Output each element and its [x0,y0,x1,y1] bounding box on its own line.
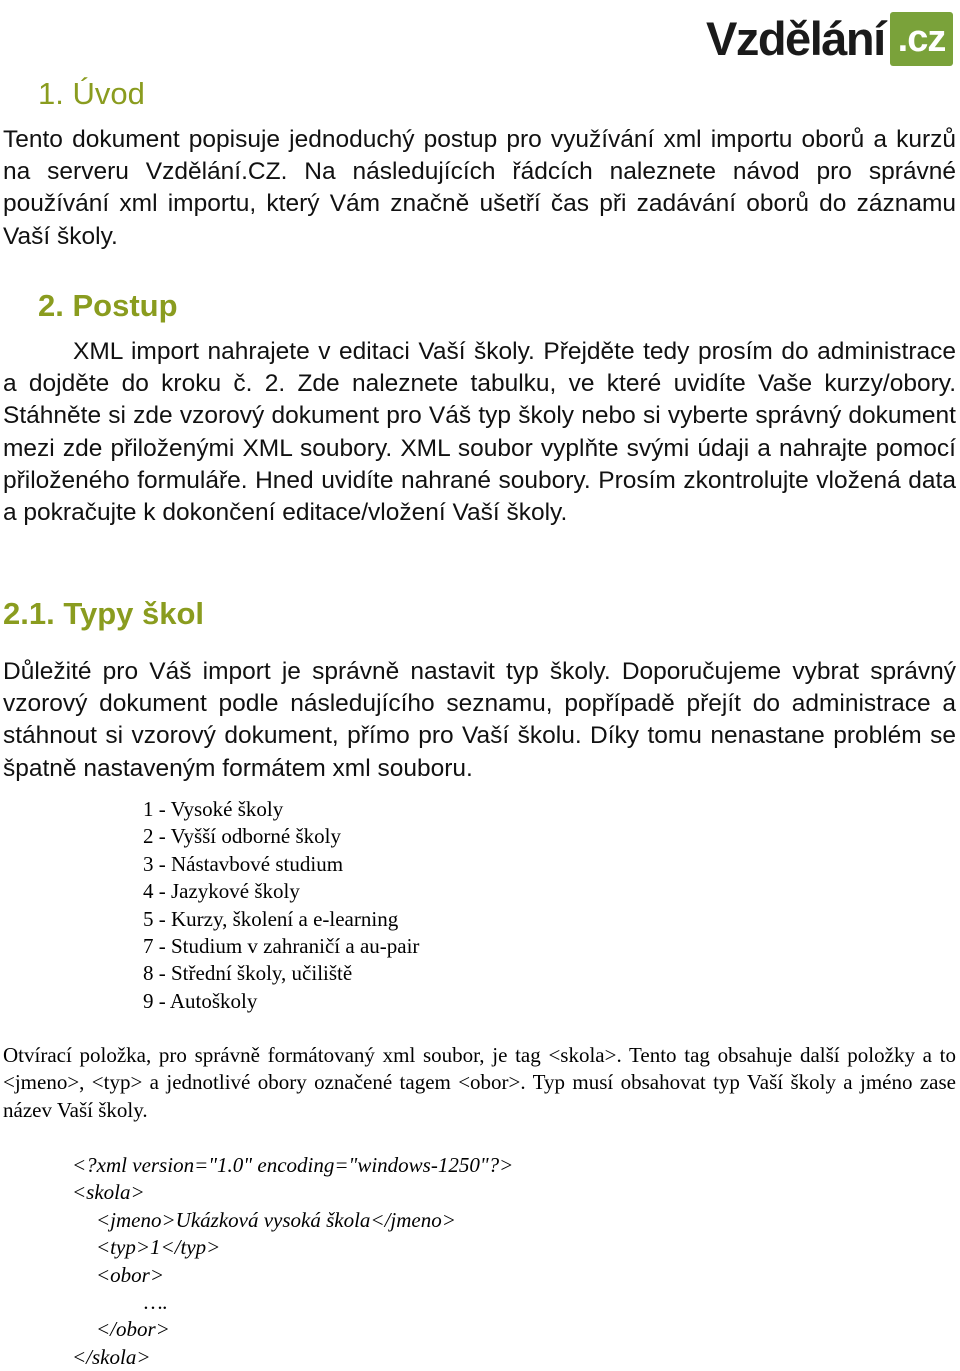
postup-heading: 2. Postup [38,288,178,323]
school-types-heading: 2.1. Typy škol [3,596,205,631]
logo-wordmark: Vzdělání [706,12,885,65]
school-type-item: 2 - Vyšší odborné školy [143,824,341,849]
intro-paragraph: Tento dokument popisuje jednoduchý postup pro využívání xml importu oborů a kurzů na serveru Vzdělání.CZ. Na následujících řádcích naleznete návod pro správné používání xml importu, který Vám značně ušetří čas při zadávání oborů do záznamu Vaší školy. [3,126,956,250]
code-line: <jmeno>Ukázková vysoká škola</jmeno> [96,1207,456,1232]
code-line: <obor> [96,1262,165,1287]
school-type-item: 3 - Nástavbové studium [143,851,344,876]
school-type-item: 1 - Vysoké školy [143,797,284,821]
code-line: <skola> [72,1180,145,1205]
code-line: <typ>1</typ> [96,1235,221,1260]
school-types-list [143,796,419,1015]
school-type-item: 5 - Kurzy, školení a e-learning [143,906,399,931]
logo-tld-badge: .cz [890,12,954,66]
school-type-item: 7 - Studium v zahraničí a au-pair [143,934,420,959]
school-type-item: 9 - Autoškoly [143,988,258,1013]
code-line: <?xml version="1.0" encoding="windows-1250"?> [72,1153,514,1177]
school-type-item: 8 - Střední školy, učiliště [143,961,353,986]
intro-heading: 1. Úvod [38,76,145,111]
code-line: …. [144,1290,168,1315]
code-line: </obor> [96,1317,170,1342]
xml-explanation-paragraph: Otvírací položka, pro správně formátovaný xml soubor, je tag <skola>. Tento tag obsahuje další položky a to <jmeno>, <typ> a jednotlivé obory označené tagem <obor>. Typ musí obsahovat typ Vaší školy a jméno zase název Vaší školy. [3,1043,956,1122]
school-type-item: 4 - Jazykové školy [143,879,300,904]
xml-code-sample [72,1152,513,1371]
school-types-paragraph: Důležité pro Váš import je správně nastavit typ školy. Doporučujeme vybrat správný vzorový dokument podle následujícího seznamu, popřípadě přejít do administrace a stáhnout si vzorový dokument, přímo pro Vaší školu. Díky tomu nenastane problém se špatně nastaveným formátem xml souboru. [3,658,956,782]
vzdelani-logo [706,10,953,68]
postup-paragraph: XML import nahrajete v editaci Vaší školy. Přejděte tedy prosím do administrace a dojděte do kroku č. 2. Zde naleznete tabulku, ve které uvidíte Vaše kurzy/obory. Stáhněte si zde vzorový dokument pro Váš typ školy nebo si vyberte správný dokument mezi zde přiloženými XML soubory. XML soubor vyplňte svými údaji a nahrajte pomocí přiloženého formuláře. Hned uvidíte nahrané soubory. Prosím zkontrolujte vložená data a pokračujte k dokončení editace/vložení Vaší školy. [3,338,956,527]
code-line: </skola> [72,1344,151,1369]
